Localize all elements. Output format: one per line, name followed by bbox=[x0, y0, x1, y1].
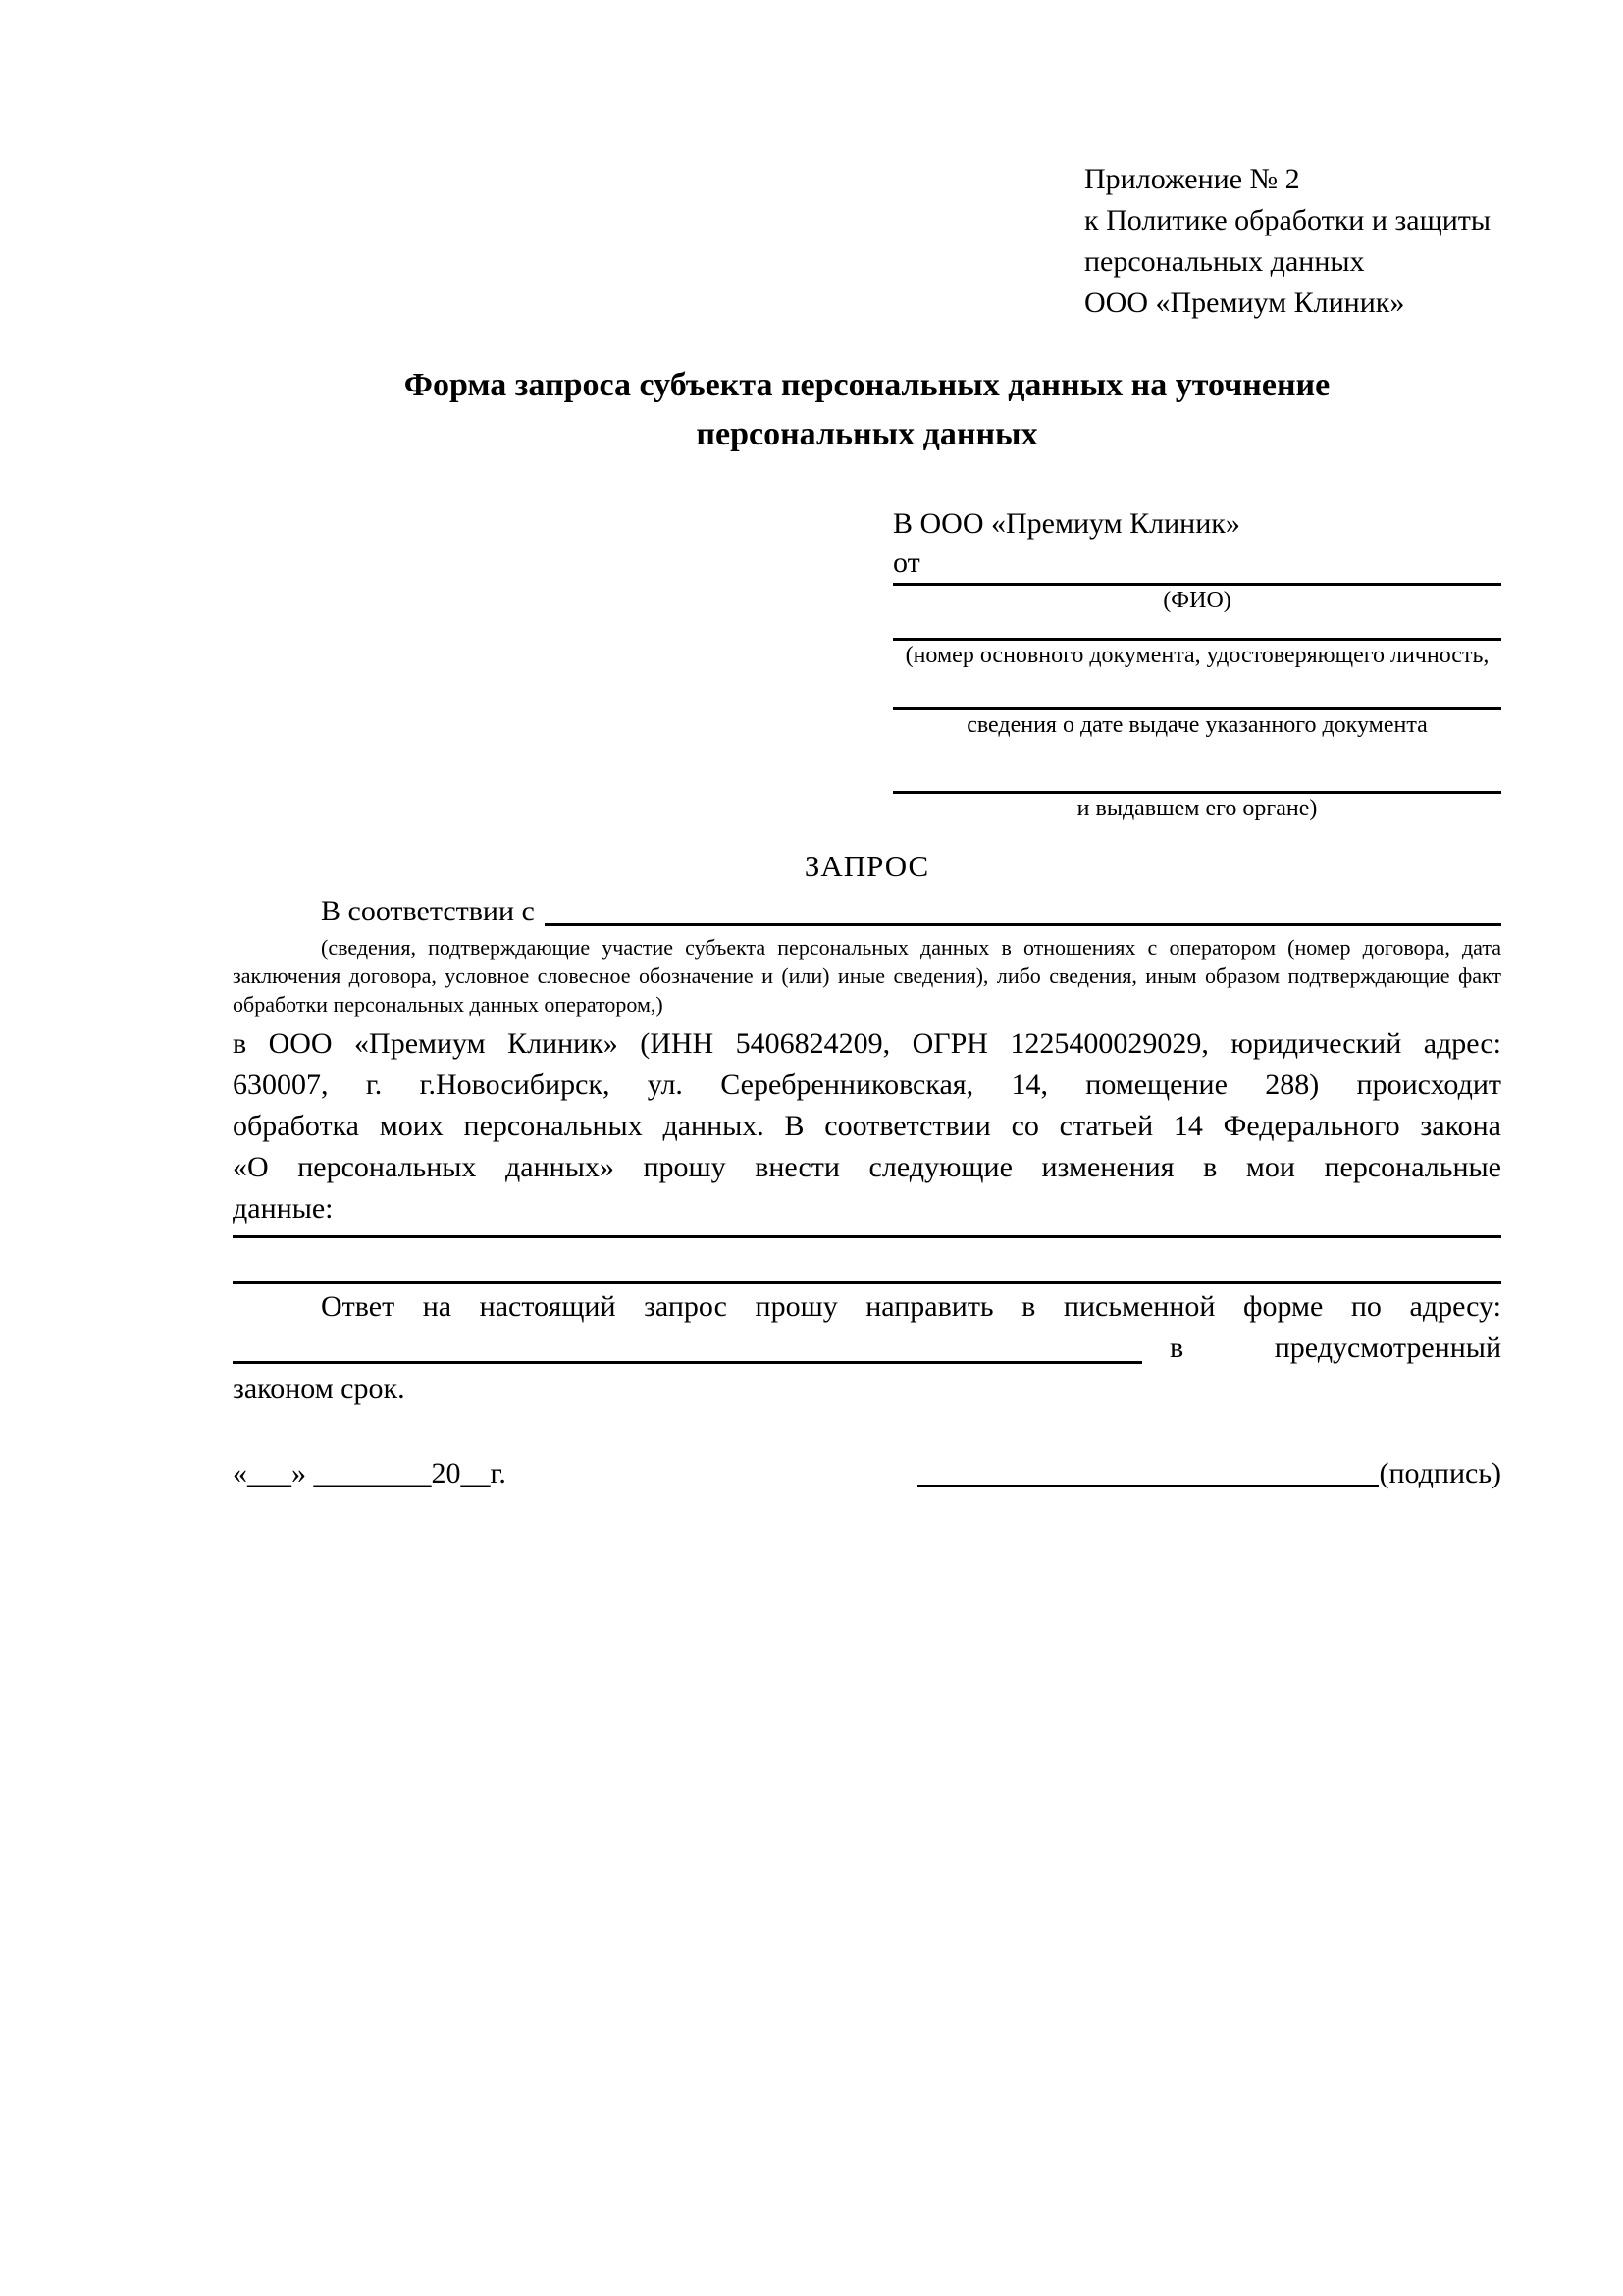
document-number-caption: (номер основного документа, удостоверяющего личность, bbox=[905, 643, 1490, 668]
lead-in-blank-line bbox=[545, 923, 1501, 926]
issue-date-caption: сведения о дате выдаче указанного документа bbox=[967, 712, 1428, 738]
fio-caption: (ФИО) bbox=[1163, 588, 1231, 613]
date-blank: «___» ________20__г. bbox=[233, 1457, 506, 1489]
request-body-paragraph bbox=[233, 1023, 1501, 1229]
appendix-note bbox=[1084, 159, 1501, 324]
reply-address-row bbox=[233, 1328, 1501, 1369]
signature-row bbox=[233, 1453, 1501, 1494]
appendix-note-line: персональных данных bbox=[1084, 245, 1365, 278]
note-line: обработки персональных данных оператором,) bbox=[233, 992, 663, 1017]
document-title-line: Форма запроса субъекта персональных данных на уточнение bbox=[403, 367, 1331, 403]
document-title-line: персональных данных bbox=[696, 416, 1038, 452]
body-line: в ООО «Премиум Клиник» (ИНН 5406824209, ОГРН 1225400029029, юридический адрес: bbox=[233, 1027, 1501, 1060]
body-line: «О персональных данных» прошу внести следующие изменения в мои персональные bbox=[233, 1151, 1501, 1183]
addressee-block bbox=[893, 504, 1501, 823]
signature-caption: (подпись) bbox=[1379, 1457, 1501, 1489]
reply-address-blank-line bbox=[233, 1328, 1142, 1364]
note-line: заключения договора, условное словесное обозначение и (или) иные сведения), либо сведения, иным образом подтверждающие факт bbox=[233, 964, 1501, 988]
reply-request-line: Ответ на настоящий запрос прошу направить в письменной форме по адресу: bbox=[321, 1290, 1501, 1323]
body-line: данные: bbox=[233, 1192, 334, 1225]
body-line: обработка моих персональных данных. В соответствии со статьей 14 Федерального закона bbox=[233, 1110, 1501, 1142]
signature-area bbox=[917, 1453, 1501, 1494]
reply-tail-text: в предусмотренный bbox=[1170, 1331, 1501, 1364]
addressee-to: В ООО «Премиум Клиник» bbox=[893, 507, 1240, 540]
lead-in-row bbox=[233, 890, 1501, 933]
document-title bbox=[233, 361, 1501, 459]
issuing-authority-field-group bbox=[893, 791, 1501, 823]
changes-blank-line-2 bbox=[233, 1281, 1501, 1284]
body-line: 630007, г. г.Новосибирск, ул. Серебренниковская, 14, помещение 288) происходит bbox=[233, 1069, 1501, 1101]
operator-relation-note bbox=[233, 933, 1501, 1018]
note-line: (сведения, подтверждающие участие субъекта персональных данных в отношениях с оператором (номер договора, дата bbox=[321, 935, 1501, 960]
fio-field-group bbox=[893, 583, 1501, 615]
changes-blank-line-1 bbox=[233, 1229, 1501, 1238]
reply-term-line: законом срок. bbox=[233, 1373, 405, 1405]
document-number-field-group bbox=[893, 638, 1501, 670]
appendix-note-line: Приложение № 2 bbox=[1084, 163, 1300, 195]
appendix-note-line: к Политике обработки и защиты bbox=[1084, 204, 1492, 236]
appendix-note-line: ООО «Премиум Клиник» bbox=[1084, 287, 1405, 319]
lead-in-text: В соответствии с bbox=[321, 895, 535, 927]
issuing-authority-caption: и выдавшем его органе) bbox=[1076, 796, 1318, 821]
request-heading: ЗАПРОС bbox=[804, 849, 930, 883]
signature-blank-line bbox=[917, 1455, 1379, 1487]
issue-date-field-group bbox=[893, 707, 1501, 740]
addressee-from-label: от bbox=[893, 547, 920, 579]
